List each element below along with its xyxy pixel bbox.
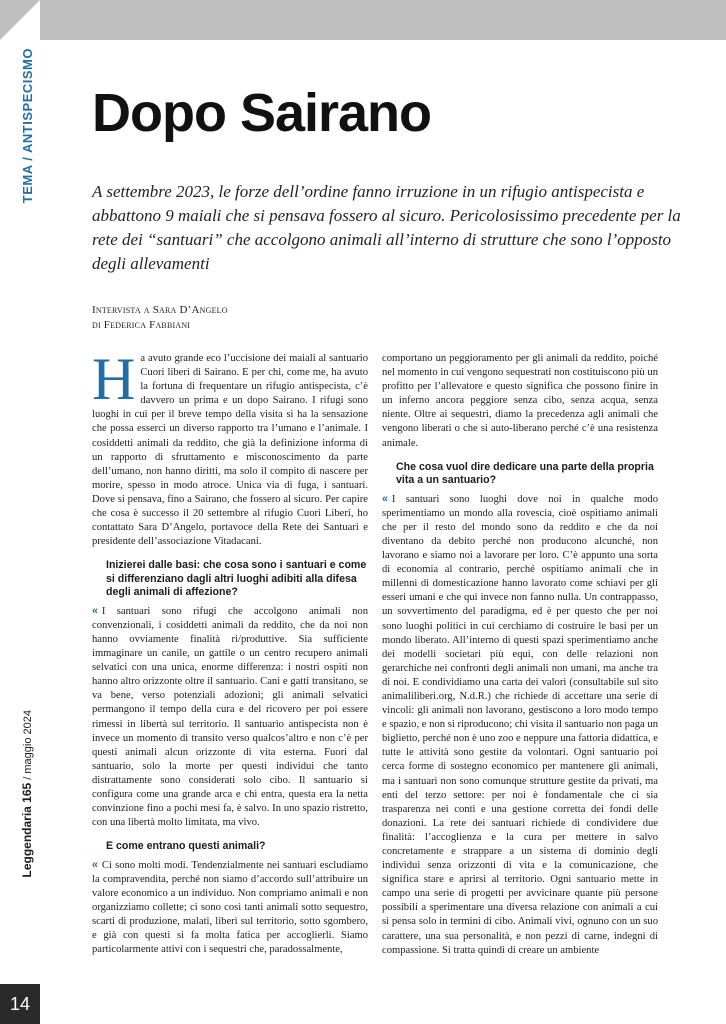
- magazine-name: Leggendaria 165: [20, 782, 34, 878]
- magazine-info: Leggendaria 165 / maggio 2024: [20, 710, 34, 878]
- page-number: 14: [0, 984, 40, 1024]
- byline-interview: Intervista a Sara D’Angelo: [92, 304, 228, 316]
- issue-date: maggio 2024: [22, 710, 34, 774]
- section-tag: [18, 48, 36, 248]
- quote-mark-icon: «: [92, 604, 98, 617]
- answer-1-text: I santuari sono rifugi che accolgono animali non convenzionali, i cosiddetti animali da reddito, che da noi non hanno ovviamente finalità ri/produttive. Sia sufficiente immaginare un canile, un gattile o un centro recupero animali selvatici con una unica, enorme differenza: i nostri ospiti non hanno altro orizzonte oltre il santuario. Cani e gatti transitano, se va bene, verso potenziali adozioni; gli animali selvatici permangono il tempo della cura e del ricovero per poi essere rimessi in libertà sul territorio. Il santuario antispecista non è invece un momento di transito verso qualcos’altro e non c’è per questi animali alcun orizzonte di vita esterna. Fuori dal santuario, solo la morte per questi individui che tanto distrattamente sono considerati solo cibo. Il santuario si configura come una grande arca e chi entra, questa era la netta convinzione fino a pochi mesi fa, è salvo. In uno spazio ristretto, con una libertà molto limitata, ma vivo.: [92, 605, 368, 829]
- intro-text: a avuto grande eco l’uccisione dei maiali al santuario Cuori liberi di Sairano. E per chi, come me, ha avuto la fortuna di frequentare un rifugio antispecista, c’è davvero un prima e un dopo Sairano. I rifugi sono luoghi in cui per il breve tempo della visita si ha la sensazione che possa esserci un diverso rapporto tra l’umano e l’animale. I cosiddetti animali da reddito, che già la definizione informa di un rapporto di sfruttamento e misconoscimento da parte dell’umano, non hanno diritti, ma solo il compito di nascere per morire, spesso in modo atroce. Unica via di fuga, i santuari. Dove si pensava, fino a Sairano, che fossero al sicuro. Per capire che cosa è successo il 20 settembre al rifugio Cuori Liberi, ho contattato Sara D’Angelo, portavoce della Rete dei Santuari e presidente dell’associazione Vitadacani.: [92, 353, 368, 548]
- answer-3: [382, 492, 658, 958]
- article-lead: A settembre 2023, le forze dell’ordine fanno irruzione in un rifugio antispecista e abbattono 9 maiali che si pensava fossero al sicuro. Pericolosissimo precedente per la rete dei “santuari” che accolgono animali all’interno di strutture che sono l’opposto degli allevamenti: [92, 182, 681, 273]
- answer-2-continued: comportano un peggioramento per gli animali da reddito, poiché nel momento in cui vengono sequestrati non costituiscono più un profitto per l’allevatore e questo significa che possono finire in un inferno ancora peggiore senza cibo, senza acqua, senza niente. Oltre ai sequestri, diamo la precedenza agli animali che vengono liberati o che si auto-liberano perché c’è una resistenza animale.: [382, 353, 658, 449]
- answer-2-text: Ci sono molti modi. Tendenzialmente nei santuari escludiamo la compravendita, perché non siamo d’accordo sull’attribuire un valore economico a un individuo. Non compriamo animali e non organizziamo collette; ci sono così tanti animali sotto sequestro, scarti di produzione, malati, liberi sul territorio, sotto sgombero, e già con questi si fa molta fatica per accoglierli. Siamo particolarmente attivi con i sequestri che, paradossalmente,: [92, 859, 368, 956]
- dropcap: H: [92, 346, 136, 412]
- section-tag-prefix: TEMA /: [20, 156, 35, 204]
- answer-1: [92, 604, 368, 831]
- question-1: Inizierei dalle basi: che cosa sono i santuari e come si differenziano dagli altri luoghi adibiti alla difesa degli animali di affezione?: [106, 559, 367, 599]
- intro-paragraph: [92, 346, 368, 549]
- answer-3-text: I santuari sono luoghi dove noi in qualche modo sperimentiamo un mondo alla rovescia, cioè ospitiamo animali che per il resto del mondo sono da reddito e che da noi diventano da debito perché non producono alcunché, non lavorano e siamo noi a lavorare per loro. C’è appunto una sorta di economia al contrario, perché ospitiamo animali che in millenni di domesticazione hanno lavorato come schiavi per gli esseri umani e che qui invece non fanno nulla. Un contrappasso, un sovvertimento del paradigma, ed è per questo che per noi sono luoghi politici in cui cerchiamo di costruire le basi per un mondo liberato. All’interno di questi spazi sperimentiamo anche dei modelli societari più equi, con delle relazioni non gerarchiche nei confronti degli animali non umani, ma anche tra di noi. E condividiamo una carta dei valori (consultabile sul sito animaliliberi.org, N.d.R.) che richiede di accettare una serie di vincoli: gli animali non lavorano, gestiscono a loro modo tempo e spazio, e non si riproducono; chi visita il santuario non paga un biglietto, perché non è uno zoo e neppure una fattoria didattica, e tutte le attività sono gestite da volontari. Ogni santuario poi cerca forme di sostegno economico per mantenere gli animali, ma i santuari non sono comunque strutture gestite da privati, ma enti del terzo settore: per noi è fondamentale che ci sia trasparenza nei conti e una gestione corretta dei fondi delle donazioni. La rete dei santuari richiede di condividere due finalità: l’accoglienza e la cura per mettere in salvo concretamente e strappare a un sistema di dominio degli individui senza orizzonti di vita e la comunicazione, che significa stare e aprirsi al territorio. Ogni santuario mette in campo una serie di progetti per avvicinare quante più persone possibili a sperimentare una diversa relazione con animali a cui si pensa solo in termini di cibo. Animali vivi, ognuno con un suo carattere, una sua personalità, e non pezzi di carne, indegni di compassione. Si tratta quindi di creare un ambiente: [382, 493, 658, 956]
- page-corner-fold: [0, 0, 40, 40]
- byline: [92, 303, 228, 333]
- column-right: [382, 352, 658, 958]
- question-3: Che cosa vuol dire dedicare una parte della propria vita a un santuario?: [396, 460, 654, 487]
- quote-mark-icon: «: [382, 492, 388, 505]
- quote-mark-icon: «: [92, 858, 98, 871]
- answer-2: [92, 858, 368, 958]
- article-title: Dopo Sairano: [92, 83, 432, 143]
- column-left: [92, 346, 368, 957]
- byline-author: di Federica Fabbiani: [92, 319, 191, 331]
- section-tag-topic: ANTISPECISMO: [20, 48, 35, 153]
- question-2: E come entrano questi animali?: [106, 840, 266, 853]
